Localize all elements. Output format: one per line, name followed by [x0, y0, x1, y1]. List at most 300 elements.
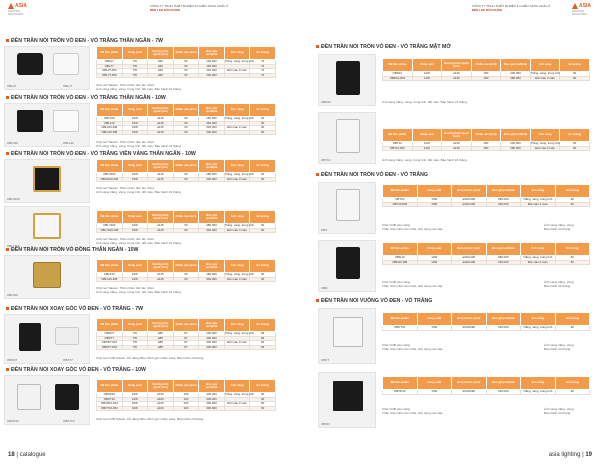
table-header-row	[383, 377, 590, 390]
brand-tag: LIGHTING SOLUTIONS	[572, 10, 587, 16]
table-cell: ø100	[148, 397, 174, 402]
table-cell: 260.000	[199, 117, 225, 122]
table-cell: Đổi màu 3 màu	[521, 260, 556, 265]
table-cell: ø115	[148, 177, 174, 182]
brand-tag: LIGHTING SOLUTIONS	[8, 10, 23, 16]
section-title	[316, 44, 451, 50]
column-header: Đường kính ngoài (mm)	[148, 47, 174, 60]
table-cell: 60	[173, 117, 199, 122]
table-cell: 320.000	[199, 126, 225, 131]
table-cell: 7W	[122, 341, 148, 346]
column-header: Mã Sản phẩm	[383, 185, 418, 198]
column-header: Mã Sản phẩm	[383, 59, 413, 72]
table-cell: OBL77	[97, 64, 123, 69]
table-cell: 87	[173, 345, 199, 350]
product-image-panel	[318, 112, 376, 164]
column-header: Đường kính ngoài (mm)	[442, 59, 472, 72]
table-row	[383, 390, 590, 395]
table-cell: 60	[555, 326, 590, 331]
table-cell: 100	[173, 402, 199, 407]
table-cell: 330.000	[199, 345, 225, 350]
lamp-white-icon	[53, 53, 79, 75]
table-cell: Đổi màu 3 màu	[224, 277, 250, 282]
table-cell: 87	[173, 336, 199, 341]
company-header	[472, 4, 572, 12]
table-cell: 84	[250, 332, 276, 337]
note-line: Bảo hành 24 tháng.	[544, 227, 572, 231]
table-cell: OBVD10	[383, 390, 418, 395]
section-note-right	[544, 223, 574, 231]
table-cell: Đổi màu 3 màu	[521, 202, 556, 207]
table-cell: Đổi màu 3 màu	[224, 228, 250, 233]
table-cell: 230.000	[501, 142, 531, 147]
table-cell: Đổi màu 3 màu	[224, 69, 250, 74]
note-line: Bảo hành 24 tháng.	[544, 284, 572, 288]
table-cell: Trắng, vàng, trung tính	[521, 326, 556, 331]
catalog-subtitle: ĐÈN LED DÂN DỤNG	[150, 8, 181, 12]
table-cell: 72	[250, 64, 276, 69]
table-cell: 340.000	[486, 390, 521, 395]
bullet-icon	[6, 307, 9, 310]
section-title-text: ĐÈN TRẦN NỔI XOAY GÓC VỎ ĐEN - VỎ TRẮNG - 10W	[11, 367, 146, 373]
table-cell: 10W	[122, 224, 148, 229]
table-cell: Trắng, vàng, trung tính	[521, 390, 556, 395]
section-title-text: ĐÈN TRẦN NỔI VUÔNG VỎ ĐEN - VỎ TRẮNG	[321, 298, 433, 304]
table-cell: ø115	[148, 277, 174, 282]
image-label: OBVT	[321, 358, 330, 362]
table-cell: 60	[173, 177, 199, 182]
price-table	[96, 210, 276, 233]
column-header: Mã Sản phẩm	[97, 260, 123, 273]
table-cell: OBL77-DM	[97, 73, 123, 78]
product-image-panel	[4, 159, 90, 203]
table-cell: 10W	[122, 406, 148, 411]
table-cell: OBXT7	[97, 336, 123, 341]
table-cell: OBL010	[97, 117, 123, 122]
image-label: OBL9100	[7, 197, 20, 201]
column-header: Số lượng	[250, 211, 276, 224]
table-cell: OBL7100	[97, 224, 123, 229]
column-header: Công suất	[412, 129, 442, 142]
table-cell: ø115	[148, 130, 174, 135]
price-table	[96, 46, 276, 78]
right-page	[300, 0, 600, 464]
product-image-panel	[4, 46, 90, 90]
product-image-panel	[4, 375, 90, 425]
note-line: Ánh sáng trắng, vàng.	[544, 343, 575, 347]
column-header: Ánh sáng	[224, 319, 250, 332]
note-line: Ánh sáng trắng, vàng, trung tính, đổi màu. Bảo hành 24 tháng.	[382, 100, 468, 104]
table-cell: 280.000	[199, 273, 225, 278]
table-cell: 7W	[122, 332, 148, 337]
table-cell: ø100x100	[452, 198, 487, 203]
table-cell: OBXT10-DM	[97, 406, 123, 411]
column-header: Công suất	[122, 380, 148, 393]
section-note	[96, 140, 182, 148]
table-cell: 84	[250, 336, 276, 341]
table-cell: OBL9100-DM	[97, 177, 123, 182]
column-header: Số lượng	[250, 319, 276, 332]
price-table	[382, 376, 590, 395]
section-note	[382, 343, 472, 351]
table-cell: Đổi màu 3 màu	[224, 341, 250, 346]
column-header: Mã Sản phẩm	[97, 319, 123, 332]
column-header: Kích thước (mm)	[452, 243, 487, 256]
column-header: Công suất	[417, 243, 452, 256]
table-cell	[224, 345, 250, 350]
table-cell	[224, 130, 250, 135]
column-header: Chiều cao (mm)	[471, 129, 501, 142]
column-header: Đơn giá (vnđ)/cái	[199, 380, 225, 393]
table-header-row	[383, 129, 590, 142]
price-table	[382, 312, 590, 331]
price-table	[96, 318, 276, 350]
lamp-black-icon	[55, 384, 79, 410]
table-header-row	[383, 185, 590, 198]
note-line: Chip led COB Taiwan. Dễ dàng điều chỉnh góc chiếu sáng. Bảo hành 24 tháng.	[96, 417, 205, 421]
note-line: Thân nhôm đúc tản nhiệt, ánh sáng cao cấp.	[382, 411, 444, 415]
table-cell: 340.000	[486, 326, 521, 331]
table-cell: Đổi màu 3 màu	[224, 402, 250, 407]
table-cell: ø115	[148, 126, 174, 131]
column-header: Ánh sáng	[224, 104, 250, 117]
section-title-text: ĐÈN TRẦN NỔI TRÒN VỎ ĐEN - VỎ TRẮNG MẶT MỞ	[321, 44, 451, 50]
table-cell: 60	[250, 117, 276, 122]
column-header: Ánh sáng	[224, 380, 250, 393]
note-line: Ánh sáng trắng, vàng.	[544, 280, 575, 284]
table-cell: 230.000	[501, 72, 531, 77]
table-cell: 10W	[417, 260, 452, 265]
note-line: Chip led Taiwan. Thân nhôm đúc tản nhiệt.	[96, 83, 155, 87]
section-note-right	[544, 407, 574, 415]
table-header-row	[97, 104, 276, 117]
product-image-panel	[4, 255, 90, 299]
table-header-row	[383, 243, 590, 256]
logo-triangle-icon	[572, 3, 578, 9]
table-header-row	[97, 160, 276, 173]
table-cell: OBD10-DM	[383, 260, 418, 265]
table-cell: ø115	[148, 228, 174, 233]
note-line: Chip COB siêu sáng.	[382, 407, 411, 411]
note-line: Thân nhôm đúc tản nhiệt, ánh sáng cao cấp.	[382, 284, 444, 288]
note-line: Ánh sáng trắng, vàng, trung tính, đổi màu. Bảo hành 24 tháng.	[96, 190, 182, 194]
section-title	[6, 306, 143, 312]
note-line: Bảo hành 24 tháng.	[544, 347, 572, 351]
column-header: Công suất	[122, 211, 148, 224]
section-note	[96, 417, 204, 421]
table-cell: 12W	[412, 146, 442, 151]
table-cell	[224, 406, 250, 411]
lamp-white-icon	[53, 110, 79, 132]
column-header: Đơn giá (vnđ)/cái	[199, 319, 225, 332]
note-line: Ánh sáng trắng, vàng, trung tính, đổi màu. Bảo hành 24 tháng.	[96, 144, 182, 148]
table-cell: 60	[250, 173, 276, 178]
image-label: OBL77	[63, 84, 73, 88]
column-header: Đường kính ngoài (mm)	[442, 129, 472, 142]
column-header: Chiều cao (mm)	[173, 319, 199, 332]
brand-name: ASIA	[15, 3, 27, 9]
table-cell: ø115	[148, 273, 174, 278]
table-cell: 60	[173, 173, 199, 178]
table-cell: 12W	[412, 76, 442, 81]
column-header: Ánh sáng	[224, 160, 250, 173]
column-header: Công suất	[417, 313, 452, 326]
column-header: Số lượng	[555, 243, 590, 256]
column-header: Mã Sản phẩm	[97, 211, 123, 224]
column-header: Số lượng	[555, 185, 590, 198]
table-cell: Trắng, vàng, trung tính	[530, 71, 560, 76]
image-label: OBD	[321, 286, 328, 290]
column-header: Công suất	[122, 104, 148, 117]
image-label: OBT	[321, 228, 328, 232]
lamp-gold-rim-icon	[33, 166, 61, 192]
image-label: OBL110	[63, 141, 74, 145]
table-cell: OBVT10	[383, 326, 418, 331]
column-header: Mã Sản phẩm	[97, 47, 123, 60]
column-header: Mã Sản phẩm	[383, 243, 418, 256]
bullet-icon	[6, 96, 9, 99]
column-header: Chiều cao (mm)	[173, 211, 199, 224]
image-label: OBVD	[321, 422, 330, 426]
column-header: Kích thước (mm)	[452, 185, 487, 198]
table-cell: 10W	[122, 177, 148, 182]
column-header: Công suất	[122, 260, 148, 273]
table-header-row	[97, 380, 276, 393]
column-header: Đơn giá (vnđ)/cái	[486, 313, 521, 326]
table-cell: ø90	[148, 60, 174, 65]
page-footer: 18 | catalogue	[8, 452, 46, 458]
table-cell: 280.000	[501, 76, 531, 81]
table-cell: Trắng, vàng, trung tính	[521, 198, 556, 203]
table-row	[97, 73, 276, 78]
table-header-row	[97, 211, 276, 224]
section-note	[96, 186, 182, 194]
column-header: Ánh sáng	[224, 47, 250, 60]
image-label: OBL610	[7, 293, 19, 297]
column-header: Mã Sản phẩm	[383, 313, 418, 326]
table-cell: 60	[560, 76, 590, 81]
column-header: Đơn giá (vnđ)/cái	[486, 377, 521, 390]
table-cell: ø85	[148, 341, 174, 346]
table-cell: Trắng, vàng, trung tính	[224, 392, 254, 397]
brand-name: ASIA	[579, 3, 591, 9]
table-cell: ø100x100	[452, 260, 487, 265]
note-line: Ánh sáng trắng, vàng, trung tính, đổi màu. Bảo hành 24 tháng.	[382, 158, 468, 162]
table-cell: 52	[173, 60, 199, 65]
product-image-panel	[318, 240, 376, 292]
table-cell: 60	[250, 177, 276, 182]
table-cell: 340.000	[199, 277, 225, 282]
table-cell: 340.000	[199, 228, 225, 233]
table-cell: 7W	[122, 345, 148, 350]
price-table	[96, 103, 276, 135]
table-cell: 10W	[122, 121, 148, 126]
column-header: Số lượng	[555, 377, 590, 390]
note-line: Ánh sáng trắng, vàng, trung tính, đổi màu. Bảo hành 24 tháng.	[96, 241, 182, 245]
section-note	[382, 158, 468, 162]
table-cell: 60	[560, 142, 590, 147]
column-header: Kích thước (mm)	[452, 313, 487, 326]
price-table	[382, 184, 590, 207]
product-image-panel	[318, 54, 376, 106]
table-cell: 60	[555, 390, 590, 395]
section-title-text: ĐÈN TRẦN NỔI XOAY GÓC VỎ ĐEN - VỎ TRẮNG - 7W	[11, 306, 144, 312]
table-cell: OBL07	[97, 60, 123, 65]
lamp-black-icon	[17, 110, 43, 132]
lamp-white-square-icon	[333, 317, 363, 347]
note-line: Chip led Taiwan. Thân nhôm đúc tản nhiệt.	[96, 237, 155, 241]
table-header-row	[383, 59, 590, 72]
table-cell: 330.000	[199, 393, 225, 398]
table-cell: 180	[471, 146, 501, 151]
table-cell: ø85	[148, 336, 174, 341]
image-label: OBXD10	[7, 419, 19, 423]
table-cell: 10W	[417, 202, 452, 207]
table-cell: OBT12	[383, 142, 413, 147]
column-header: Mã Sản phẩm	[97, 160, 123, 173]
table-cell: 330.000	[199, 341, 225, 346]
bullet-icon	[6, 248, 9, 251]
lamp-white-icon	[55, 327, 79, 345]
table-cell: 330.000	[199, 397, 225, 402]
price-table	[96, 259, 276, 282]
table-cell: 10W	[122, 173, 148, 178]
table-header-row	[383, 313, 590, 326]
section-note-right	[544, 280, 574, 288]
company-header	[150, 4, 280, 12]
table-cell: 60	[250, 126, 276, 131]
column-header: Công suất	[122, 47, 148, 60]
table-cell: OBD12	[383, 72, 413, 77]
table-cell: 87	[173, 341, 199, 346]
column-header: Mã Sản phẩm	[383, 129, 413, 142]
table-cell: 280.000	[501, 146, 531, 151]
table-cell: 280.000	[486, 256, 521, 261]
price-table	[382, 128, 590, 151]
section-note	[382, 280, 472, 288]
table-cell: 60	[173, 273, 199, 278]
table-header-row	[97, 47, 276, 60]
column-header: Kích thước (mm)	[452, 377, 487, 390]
table-cell: 60	[555, 198, 590, 203]
table-cell: OBXD10-DM	[97, 402, 123, 407]
table-row	[383, 76, 590, 81]
table-cell: 60	[173, 130, 199, 135]
table-cell: OBT10	[383, 198, 418, 203]
table-cell: 160.000	[199, 60, 225, 65]
table-cell: 60	[560, 72, 590, 77]
column-header: Đơn giá (vnđ)/cái	[199, 211, 225, 224]
table-row	[97, 345, 276, 350]
column-header: Số lượng	[250, 260, 276, 273]
table-cell: Trắng, vàng, trung tính	[521, 256, 556, 261]
table-cell: OBL9100	[97, 173, 123, 178]
table-cell: 52	[173, 69, 199, 74]
column-header: Đường kính ngoài (mm)	[148, 104, 174, 117]
table-cell: 180	[471, 76, 501, 81]
note-line: Chip led Taiwan. Thân nhôm đúc tản nhiệt.	[96, 140, 155, 144]
image-label: OBL07	[7, 84, 17, 88]
section-title	[316, 298, 432, 304]
table-cell: ø90	[148, 64, 174, 69]
table-cell: 10W	[417, 326, 452, 331]
lamp-white-icon	[336, 189, 360, 221]
column-header: Đơn giá (vnđ)/cái	[199, 104, 225, 117]
table-cell: 10W	[122, 397, 148, 402]
column-header: Chiều cao (mm)	[471, 59, 501, 72]
table-cell: 10W	[417, 390, 452, 395]
table-cell: 180	[471, 142, 501, 147]
table-cell: 60	[250, 277, 276, 282]
table-cell: 12W	[412, 72, 442, 77]
section-note	[382, 223, 472, 231]
column-header: Đường kính ngoài (mm)	[148, 160, 174, 173]
section-title	[6, 95, 166, 101]
table-cell: 90x90x90	[452, 326, 487, 331]
table-cell: 10W	[122, 228, 148, 233]
table-cell: ø115	[148, 121, 174, 126]
price-table	[382, 242, 590, 265]
column-header: Đơn giá (vnđ)/cái	[199, 260, 225, 273]
table-cell: 280.000	[486, 198, 521, 203]
table-cell: Trắng, vàng, trung tính	[530, 141, 560, 146]
note-line: Ánh sáng trắng, vàng, trung tính, đổi màu. Bảo hành 24 tháng.	[96, 290, 182, 294]
table-cell: ø115	[148, 173, 174, 178]
table-cell: ø100	[148, 406, 174, 411]
table-cell: OBXD7	[97, 332, 123, 337]
section-title	[6, 367, 146, 373]
column-header: Chiều cao (mm)	[173, 104, 199, 117]
note-line: Chip led COB Taiwan. Dễ dàng điều chỉnh góc chiếu sáng. Bảo hành 24 tháng.	[96, 356, 205, 360]
column-header: Chiều cao (mm)	[173, 160, 199, 173]
column-header: Số lượng	[250, 380, 276, 393]
bullet-icon	[6, 152, 9, 155]
table-cell: 7W	[122, 64, 148, 69]
page-footer: asia lighting | 19	[548, 452, 592, 458]
column-header: Chiều cao (mm)	[173, 380, 199, 393]
table-cell: 87	[173, 332, 199, 337]
table-cell: Đổi màu 3 màu	[224, 126, 250, 131]
company-name: CÔNG TY TNHH THIẾT BỊ ĐIỆN & CHIẾU SÁNG CHÂU Á	[150, 4, 229, 8]
table-cell: ø100	[148, 393, 174, 398]
bullet-icon	[316, 45, 319, 48]
table-cell: 60	[250, 130, 276, 135]
lamp-black-square-icon	[333, 381, 363, 411]
table-cell: 72	[250, 60, 276, 65]
table-cell: Trắng, vàng, trung tính	[224, 223, 254, 228]
bullet-icon	[316, 299, 319, 302]
note-line: Chip led Taiwan. Thân nhôm đúc tản nhiệt.	[96, 186, 155, 190]
table-cell: 160.000	[199, 64, 225, 69]
table-cell: OBL610-DM	[97, 277, 123, 282]
section-title-text: ĐÈN TRẦN NỔI TRÒN VỎ ĐEN - VỎ TRẮNG VIỀN VÀNG THÂN NGẮN - 10W	[11, 151, 196, 157]
table-cell: OBL610	[97, 273, 123, 278]
column-header: Ánh sáng	[521, 377, 556, 390]
table-cell: OBL110	[97, 121, 123, 126]
table-cell: 10W	[122, 273, 148, 278]
column-header: Đường kính ngoài (mm)	[148, 260, 174, 273]
table-cell: ø100x100	[452, 256, 487, 261]
column-header: Đường kính ngoài (mm)	[148, 380, 174, 393]
table-cell: 340.000	[199, 177, 225, 182]
section-title-text: ĐÈN TRẦN NỔI TRÒN VỎ ĐEN - VỎ TRẮNG	[321, 172, 428, 178]
table-cell: 100	[173, 393, 199, 398]
table-cell: 60	[250, 121, 276, 126]
column-header: Đường kính ngoài (mm)	[148, 319, 174, 332]
column-header: Công suất	[412, 59, 442, 72]
lamp-black-icon	[336, 247, 360, 279]
note-line: Bảo hành 24 tháng.	[544, 411, 572, 415]
